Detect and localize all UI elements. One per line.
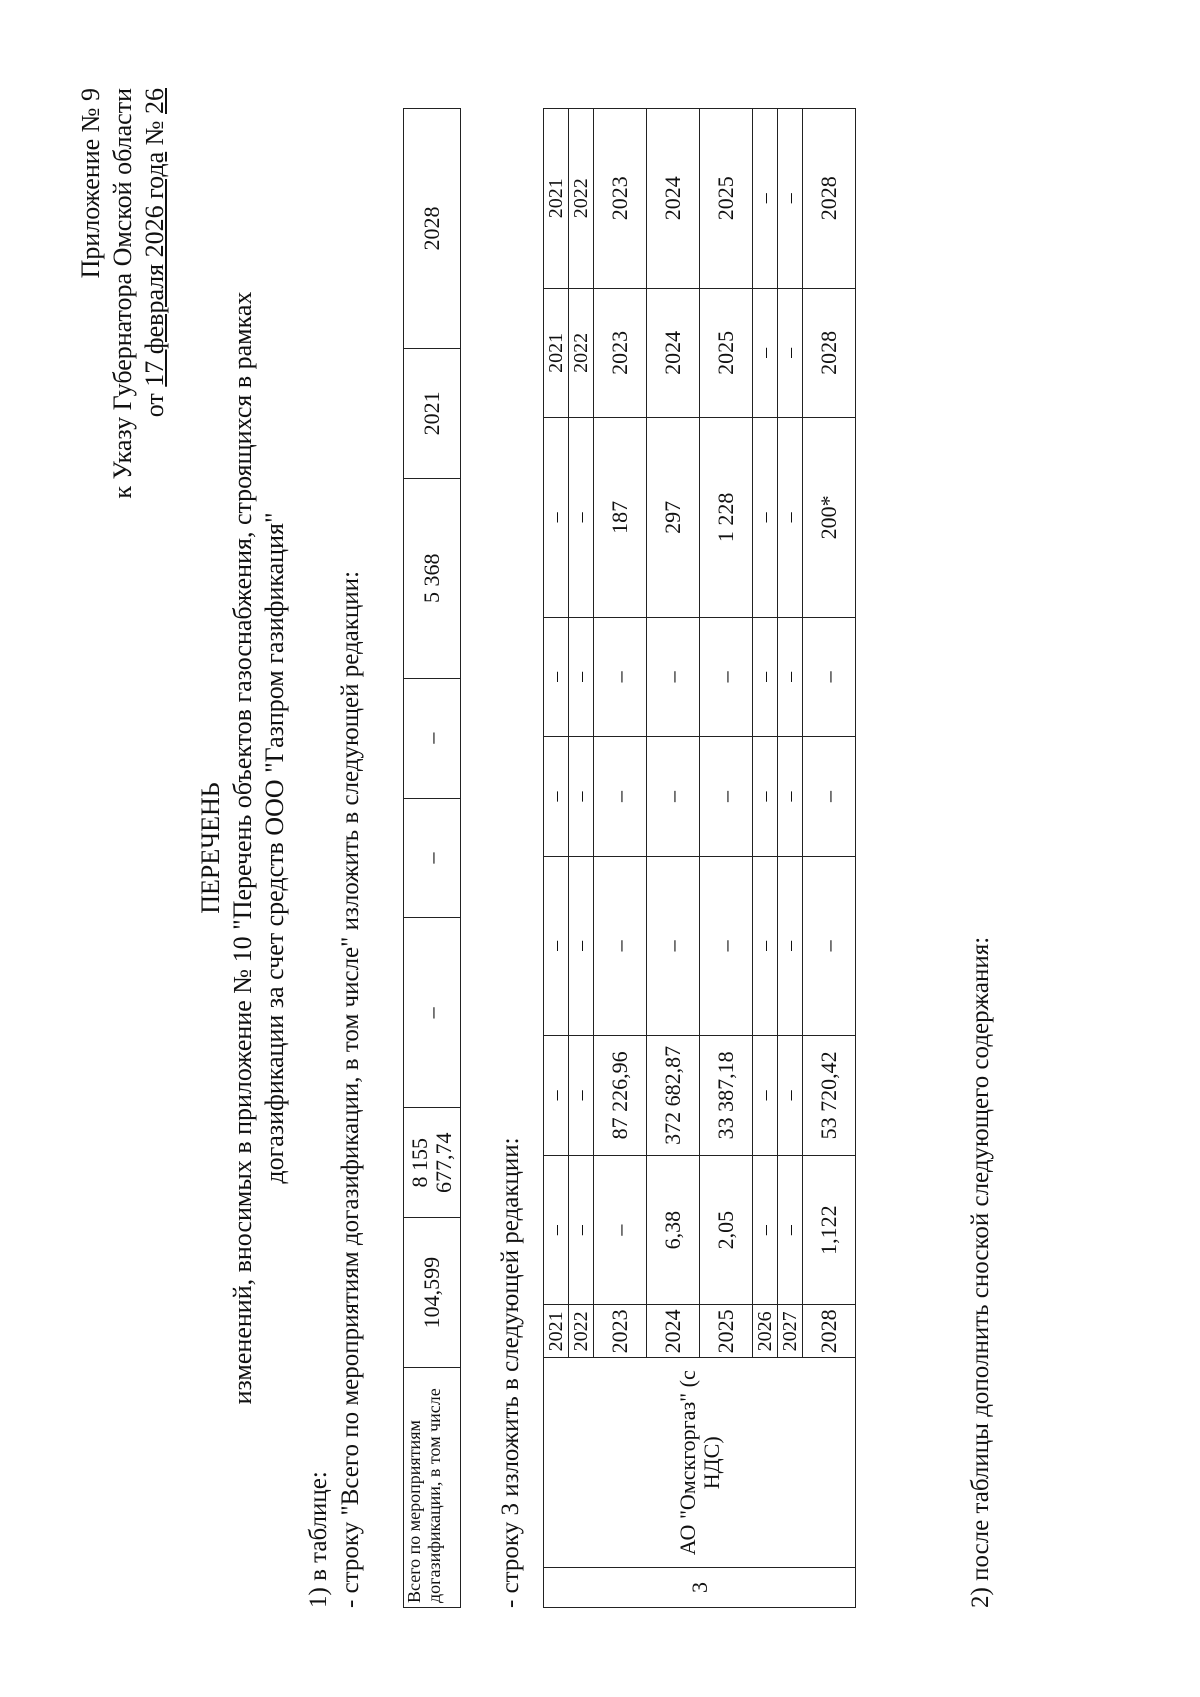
value-cell: – <box>700 856 753 1035</box>
value-cell: 2021 <box>544 109 569 289</box>
value-cell: – <box>569 1036 594 1156</box>
value-cell: 1 228 <box>700 418 753 617</box>
value-cell: 2022 <box>569 288 594 418</box>
annex-date: 17 февраля 2026 года <box>140 151 169 387</box>
value-cell: – <box>778 737 803 857</box>
value-cell: – <box>569 1155 594 1305</box>
value-cell: – <box>569 856 594 1035</box>
total-cell: – <box>404 678 461 798</box>
value-cell: – <box>647 617 700 737</box>
year-cell: 2025 <box>700 1305 753 1358</box>
value-cell: – <box>753 737 778 857</box>
organization-name: АО "Омскгоргаз" (с НДС) <box>544 1358 856 1568</box>
value-cell: – <box>569 617 594 737</box>
value-cell: 33 387,18 <box>700 1036 753 1156</box>
value-cell: – <box>700 737 753 857</box>
value-cell: 6,38 <box>647 1155 700 1305</box>
value-cell: – <box>778 109 803 289</box>
year-cell: 2026 <box>753 1305 778 1358</box>
year-cell: 2024 <box>647 1305 700 1358</box>
title-line1: изменений, вносимых в приложение № 10 "Перечень объектов газоснабжения, строящихся в рамках <box>228 291 257 1405</box>
value-cell: – <box>594 737 647 857</box>
total-cell: 5 368 <box>404 478 461 678</box>
value-cell: 2023 <box>594 288 647 418</box>
value-cell: 1,122 <box>803 1155 856 1305</box>
value-cell: – <box>753 617 778 737</box>
total-row-table <box>403 108 461 1608</box>
total-cell: – <box>404 798 461 918</box>
value-cell: 53 720,42 <box>803 1036 856 1156</box>
value-cell: – <box>753 856 778 1035</box>
value-cell: 2025 <box>700 109 753 289</box>
year-cell: 2027 <box>778 1305 803 1358</box>
value-cell: – <box>569 418 594 617</box>
year-cell: 2023 <box>594 1305 647 1358</box>
annex-decree: к Указу Губернатора Омской области <box>108 88 137 499</box>
value-cell: – <box>647 737 700 857</box>
value-cell: – <box>594 856 647 1035</box>
row3-table <box>543 108 856 1608</box>
row-number: 3 <box>544 1568 856 1608</box>
value-cell: 2022 <box>569 109 594 289</box>
value-cell: – <box>544 737 569 857</box>
paragraph-2: - строку "Всего по мероприятиям догазификации, в том числе" изложить в следующей редакции: <box>337 570 364 1608</box>
value-cell: 2028 <box>803 109 856 289</box>
value-cell: 2028 <box>803 288 856 418</box>
paragraph-1: 1) в таблице: <box>305 1471 332 1608</box>
year-cell: 2021 <box>544 1305 569 1358</box>
value-cell: – <box>753 109 778 289</box>
value-cell: 2025 <box>700 288 753 418</box>
value-cell: – <box>778 856 803 1035</box>
value-cell: – <box>803 856 856 1035</box>
value-cell: – <box>594 617 647 737</box>
value-cell: – <box>753 418 778 617</box>
value-cell: 2024 <box>647 109 700 289</box>
value-cell: 87 226,96 <box>594 1036 647 1156</box>
value-cell: – <box>544 617 569 737</box>
value-cell: – <box>544 418 569 617</box>
value-cell: – <box>778 288 803 418</box>
value-cell: – <box>778 418 803 617</box>
total-cell: 8 155 677,74 <box>404 1108 461 1218</box>
value-cell: – <box>803 737 856 857</box>
total-cell: 2028 <box>404 109 461 349</box>
table-row <box>544 109 569 1608</box>
total-cell: 104,599 <box>404 1218 461 1368</box>
year-cell: 2022 <box>569 1305 594 1358</box>
value-cell: – <box>753 1155 778 1305</box>
title-line2: догазификации за счет средств ООО "Газпром газификация" <box>260 512 289 1184</box>
annex-date-line: от 17 февраля 2026 года № 26 <box>140 88 169 418</box>
value-cell: – <box>544 1036 569 1156</box>
value-cell: – <box>544 1155 569 1305</box>
value-cell: – <box>753 1036 778 1156</box>
total-cell: 2021 <box>404 348 461 478</box>
annex-number: Приложение № 9 <box>76 88 105 279</box>
value-cell: 2021 <box>544 288 569 418</box>
value-cell: – <box>544 856 569 1035</box>
annex-header <box>75 88 171 499</box>
value-cell: – <box>594 1155 647 1305</box>
value-cell: 297 <box>647 418 700 617</box>
title-main: ПЕРЕЧЕНЬ <box>196 782 225 914</box>
value-cell: – <box>647 856 700 1035</box>
year-cell: 2028 <box>803 1305 856 1358</box>
value-cell: 2,05 <box>700 1155 753 1305</box>
total-row-label: Всего по мероприятиям догазификации, в том числе <box>404 1368 461 1608</box>
value-cell: – <box>569 737 594 857</box>
value-cell: 2023 <box>594 109 647 289</box>
value-cell: – <box>700 617 753 737</box>
value-cell: 372 682,87 <box>647 1036 700 1156</box>
document-title <box>195 28 291 1668</box>
paragraph-3: - строку 3 изложить в следующей редакции: <box>497 1137 524 1608</box>
value-cell: – <box>778 1036 803 1156</box>
value-cell: – <box>778 1155 803 1305</box>
value-cell: – <box>803 617 856 737</box>
value-cell: – <box>778 617 803 737</box>
document-page <box>35 28 1165 1668</box>
value-cell: 2024 <box>647 288 700 418</box>
paragraph-4: 2) после таблицы дополнить сноской следующего содержания: <box>967 936 994 1608</box>
value-cell: – <box>753 288 778 418</box>
value-cell: 187 <box>594 418 647 617</box>
value-cell: 200* <box>803 418 856 617</box>
annex-doc-number: 26 <box>140 88 169 114</box>
total-cell: – <box>404 918 461 1108</box>
